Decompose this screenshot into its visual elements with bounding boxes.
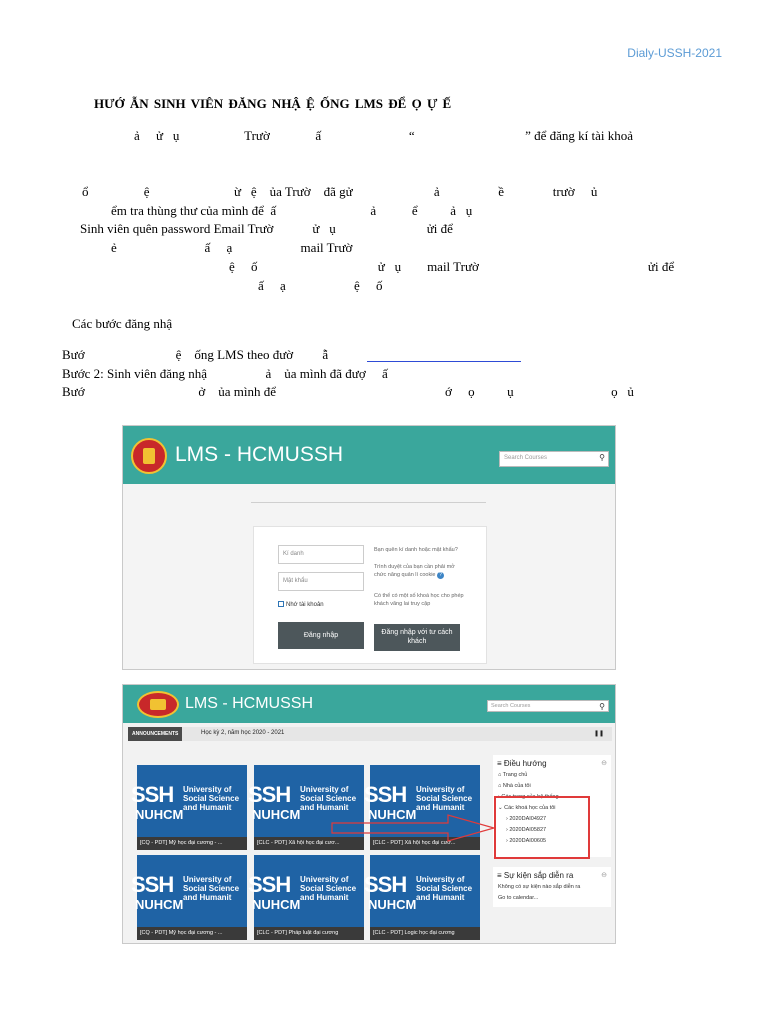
nav-my-home[interactable]: ⌂ Nhà của tôi [498, 783, 531, 789]
login-panel [253, 526, 487, 664]
document-title: HƯỚ ẪN SINH VIÊN ĐĂNG NHẬ Ệ ỐNG LMS ĐỂ Ọ Ự Ế [94, 96, 452, 111]
course-image-text: SSH [131, 782, 174, 807]
university-logo-icon [137, 691, 179, 718]
course-card[interactable] [131, 765, 247, 850]
paragraph-line: ểm tra thùng thư của mình để ấ ả ể ả ụ [111, 203, 473, 218]
login-button[interactable]: Đăng nhập [278, 622, 364, 649]
lms-header-bar [123, 685, 615, 723]
step-1-link[interactable] [367, 361, 521, 362]
nav-course-item[interactable]: › 2020DAI05827 [506, 827, 547, 833]
collapse-icon[interactable]: ⊖ [601, 760, 607, 767]
nav-course-item[interactable]: › 2020DAI00605 [506, 838, 547, 844]
course-image-text: University of Social Science and Humanit [416, 875, 473, 902]
course-image-text: SSH [364, 872, 407, 897]
course-card[interactable] [364, 855, 480, 940]
course-title[interactable]: [CLC - PDT] Logic học đại cương [370, 927, 480, 940]
course-image[interactable] [364, 855, 480, 927]
course-image[interactable] [131, 855, 247, 927]
course-image-text: University of Social Science and Humanit [300, 785, 357, 812]
lms-brand: LMS - HCMUSSH [175, 443, 344, 466]
course-image-text: University of Social Science and Humanit [183, 875, 240, 902]
course-image-text: NUHCM [368, 897, 417, 912]
course-image-text: NUHCM [135, 897, 184, 912]
search-courses-input[interactable]: Search Courses ⚲ [487, 700, 609, 712]
forgot-password-link[interactable]: Bạn quên kí danh hoặc mật khẩu? [374, 547, 458, 553]
paragraph-line: ẻ ấ ạ mail Trườ [111, 240, 353, 255]
checkbox-icon[interactable] [278, 601, 284, 607]
course-title[interactable]: [CQ - PDT] Mỹ học đại cương - ... [137, 837, 247, 850]
events-block [493, 867, 611, 907]
course-image-text: University of Social Science and Humanit [416, 785, 473, 812]
section-heading: Các bước đăng nhậ [72, 316, 173, 331]
step-1-line: Bướ ệ ống LMS theo đườ ẫ [62, 347, 329, 362]
paragraph-line: Sinh viên quên password Email Trườ ử ụ ửi để [80, 221, 453, 236]
course-image-text: NUHCM [135, 807, 184, 822]
red-arrow-icon [330, 813, 496, 843]
course-image[interactable] [131, 765, 247, 837]
guest-note: Có thể có một số khoá học cho phép khách vãng lai truy cập [374, 593, 464, 607]
search-courses-input[interactable]: Search Courses ⚲ [499, 451, 609, 467]
cookie-note: Trình duyệt của bạn cần phải mở chức năng quản lí cookie ? [374, 564, 455, 578]
course-image-text: NUHCM [252, 807, 301, 822]
lms-brand: LMS - HCMUSSH [185, 695, 314, 712]
navigation-title: ≡ Điều hướng ⊖ [497, 759, 607, 768]
course-image-text: SSH [364, 782, 407, 807]
university-logo-icon [131, 438, 167, 474]
dashboard-screenshot [122, 684, 616, 944]
help-icon[interactable]: ? [437, 572, 444, 579]
pause-icon[interactable]: ❚❚ [593, 731, 604, 737]
course-image-text: University of Social Science and Humanit [183, 785, 240, 812]
paragraph-line: ệ ố ử ụ mail Trườ ửi để [229, 259, 675, 274]
course-image-text: SSH [248, 872, 291, 897]
step-3-line: Bướ ở ủa mình để ớ ọ ụ ọ ủ [62, 384, 634, 399]
search-icon[interactable]: ⚲ [599, 702, 605, 711]
events-empty-text: Không có sự kiện nào sắp diễn ra [498, 884, 581, 890]
announcement-bar [128, 727, 612, 741]
announcement-text[interactable]: Học kỳ 2, năm học 2020 - 2021 [201, 730, 285, 736]
nav-home[interactable]: ⌂ Trang chủ [498, 772, 528, 778]
course-title[interactable]: [CLC - PDT] Pháp luật đại cương [254, 927, 364, 940]
course-title[interactable]: [CLC - PDT] Xã hội học đại cươ... [370, 837, 480, 850]
events-title: ≡ Sự kiện sắp diễn ra ⊖ [497, 871, 607, 880]
course-image-text: SSH [131, 872, 174, 897]
course-image[interactable] [248, 855, 364, 927]
remember-checkbox[interactable]: Nhớ tài khoản [278, 601, 324, 608]
collapse-icon[interactable]: ⊖ [601, 872, 607, 879]
course-image-text: NUHCM [252, 897, 301, 912]
password-field[interactable]: Mật khẩu [278, 572, 364, 591]
highlight-box [494, 796, 590, 859]
announcements-badge[interactable]: ANNOUNCEMENTS [128, 727, 182, 741]
paragraph-line: ổ ệ ừ ệ ủa Trườ đã gử ả ề trườ ủ [82, 184, 598, 199]
course-image-text: NUHCM [368, 807, 417, 822]
course-image-text: University of Social Science and Humanit [300, 875, 357, 902]
paragraph-line: ấ ạ ệ ố [258, 278, 383, 293]
course-card[interactable] [131, 855, 247, 940]
course-title[interactable]: [CLC - PDT] Xã hội học đại cươ... [254, 837, 364, 850]
step-2-line: Bước 2: Sinh viên đăng nhậ ả ủa mình đã đượ ấ [62, 366, 388, 381]
course-card[interactable] [248, 855, 364, 940]
divider [251, 502, 486, 503]
paragraph-line: ả ử ụ Trườ ấ “ ” để đăng kí tài khoả [134, 128, 634, 143]
course-title[interactable]: [CQ - PDT] Mỹ học đại cương - ... [137, 927, 247, 940]
search-icon[interactable]: ⚲ [599, 453, 605, 462]
course-image-text: SSH [248, 782, 291, 807]
nav-course-item[interactable]: › 2020DAI04927 [506, 816, 547, 822]
username-field[interactable]: Kí danh [278, 545, 364, 564]
login-screenshot [122, 425, 616, 670]
nav-my-courses[interactable]: ⌄ Các khoá học của tôi [498, 805, 556, 811]
document-header-label: Dialy-USSH-2021 [627, 46, 722, 60]
lms-header-bar [123, 426, 615, 484]
calendar-link[interactable]: Go to calendar... [498, 895, 539, 901]
nav-site-pages[interactable]: › Các trang của hệ thống [498, 794, 559, 800]
guest-login-button[interactable]: Đăng nhập với tư cách khách [374, 624, 460, 651]
